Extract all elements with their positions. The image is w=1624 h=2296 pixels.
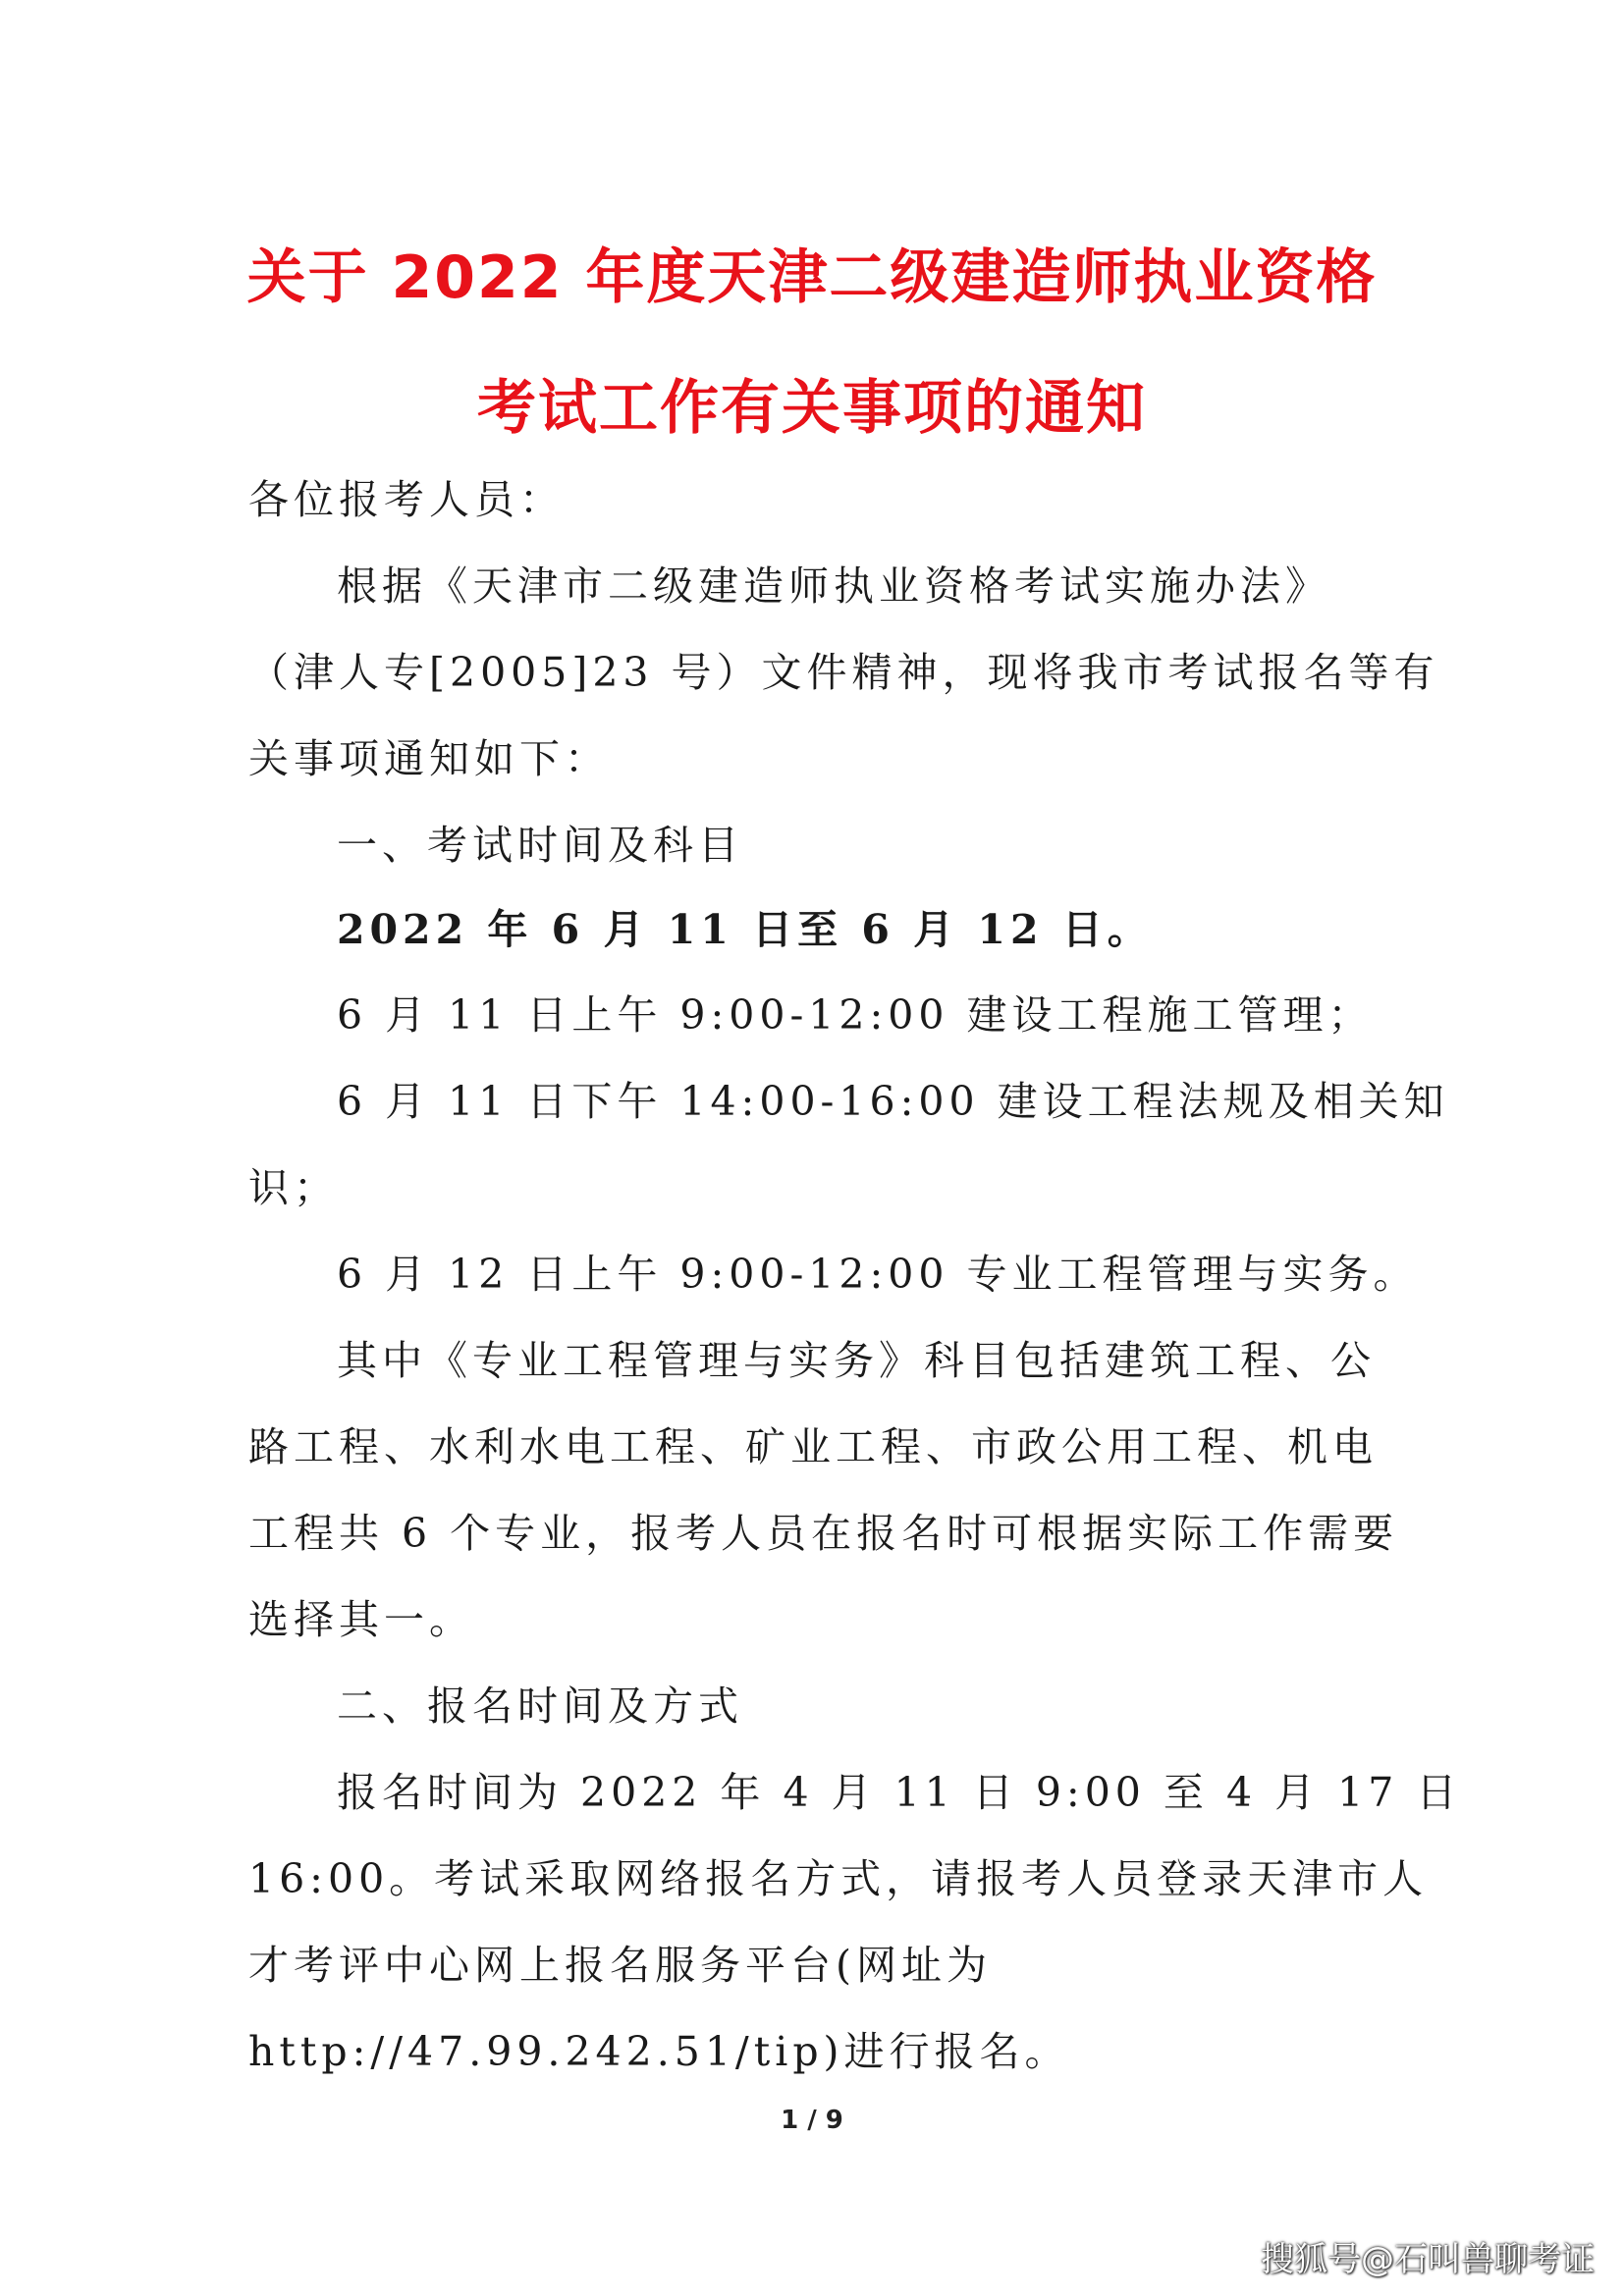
registration-url: http://47.99.242.51/tip)进行报名。 <box>248 2028 1070 2075</box>
schedule-line: 6 月 11 日下午 14:00-16:00 建设工程法规及相关知 <box>337 1078 1449 1125</box>
paragraph-line: 才考评中心网上报名服务平台(网址为 <box>248 1942 992 1989</box>
exam-dates: 2022 年 6 月 11 日至 6 月 12 日。 <box>337 906 1153 953</box>
section-heading-2: 二、报名时间及方式 <box>337 1682 743 1730</box>
paragraph-line: 报名时间为 2022 年 4 月 11 日 9:00 至 4 月 17 日 <box>337 1769 1462 1816</box>
paragraph-line: 其中《专业工程管理与实务》科目包括建筑工程、公 <box>337 1337 1376 1384</box>
paragraph-line: 选择其一。 <box>248 1596 474 1643</box>
section-heading-1: 一、考试时间及科目 <box>337 822 743 869</box>
schedule-line: 6 月 11 日上午 9:00-12:00 建设工程施工管理； <box>337 991 1374 1039</box>
document-title-line-2: 考试工作有关事项的通知 <box>477 374 1147 443</box>
paragraph-line: 工程共 6 个专业，报考人员在报名时可根据实际工作需要 <box>248 1510 1399 1557</box>
paragraph-line: 路工程、水利水电工程、矿业工程、市政公用工程、机电 <box>248 1423 1378 1470</box>
schedule-line: 6 月 12 日上午 9:00-12:00 专业工程管理与实务。 <box>337 1251 1419 1298</box>
schedule-line: 识； <box>248 1164 339 1211</box>
paragraph-line: 根据《天津市二级建造师执业资格考试实施办法》 <box>337 562 1330 610</box>
paragraph-line: 16:00。考试采取网络报名方式，请报考人员登录天津市人 <box>248 1855 1429 1902</box>
paragraph-line: 关事项通知如下： <box>248 735 610 782</box>
page-number: 1 / 9 <box>781 2106 843 2135</box>
salutation: 各位报考人员： <box>248 476 565 523</box>
paragraph-line: （津人专[2005]23 号）文件精神，现将我市考试报名等有 <box>248 649 1439 696</box>
watermark: 搜狐号@石叫兽聊考证 <box>1261 2240 1595 2279</box>
document-title-line-1: 关于 2022 年度天津二级建造师执业资格 <box>246 243 1378 312</box>
